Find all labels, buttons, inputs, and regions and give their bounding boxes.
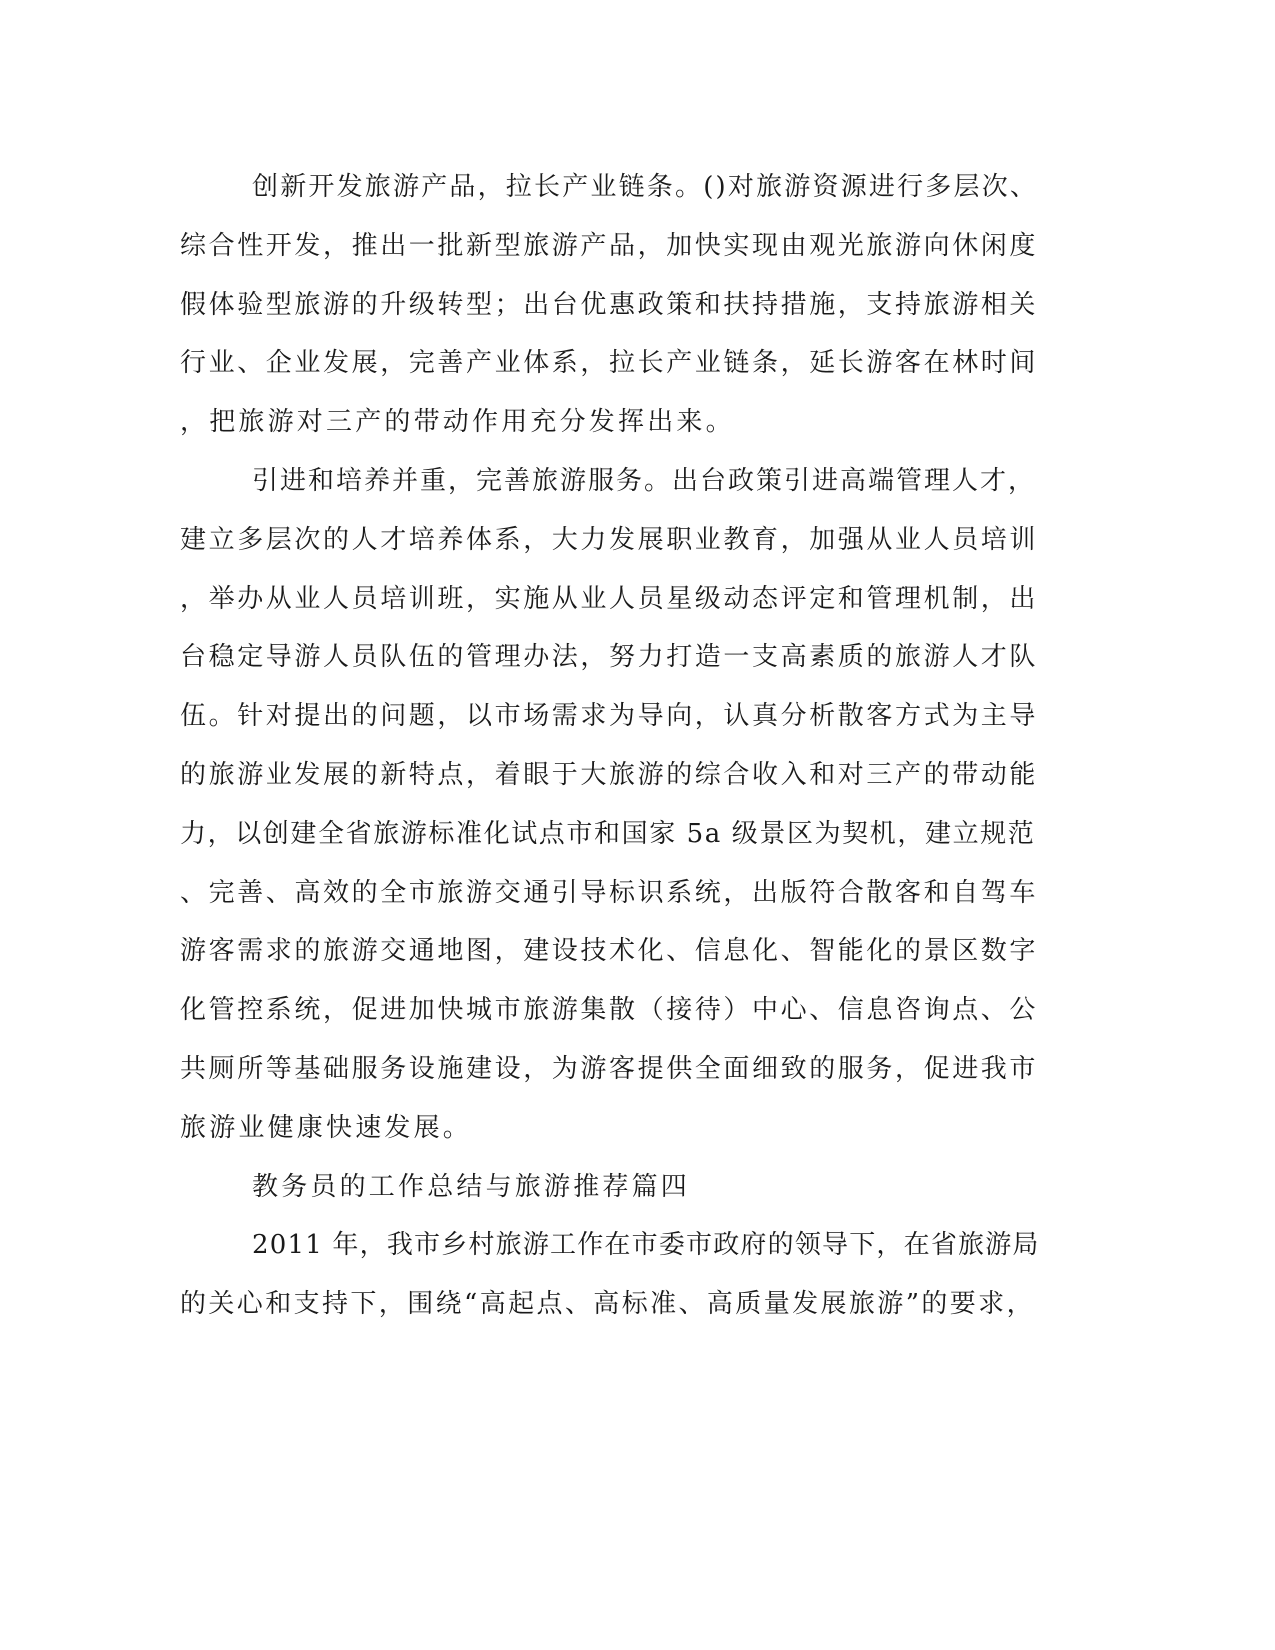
paragraph-line: 化管控系统，促进加快城市旅游集散（接待）中心、信息咨询点、公 <box>180 995 1039 1026</box>
paragraph-line: 旅游业健康快速发展。 <box>180 1112 473 1143</box>
paragraph-line: ，把旅游对三产的带动作用充分发挥出来。 <box>180 407 735 438</box>
paragraph-line: 引进和培养并重，完善旅游服务。出台政策引进高端管理人才， <box>252 465 1037 496</box>
paragraph-line: 的关心和支持下，围绕“高起点、高标准、高质量发展旅游”的要求， <box>180 1289 1035 1320</box>
paragraph-line: 建立多层次的人才培养体系，大力发展职业教育，加强从业人员培训 <box>180 524 1039 555</box>
paragraph-line: 综合性开发，推出一批新型旅游产品，加快实现由观光旅游向休闲度 <box>180 230 1039 261</box>
paragraph-line: 创新开发旅游产品，拉长产业链条。()对旅游资源进行多层次、 <box>252 172 1039 202</box>
paragraph-line: 游客需求的旅游交通地图，建设技术化、信息化、智能化的景区数字 <box>180 936 1039 967</box>
paragraph-line: ，举办从业人员培训班，实施从业人员星级动态评定和管理机制，出 <box>180 583 1039 614</box>
paragraph-line: 2011 年，我市乡村旅游工作在市委市政府的领导下，在省旅游局 <box>252 1230 1040 1261</box>
document-body <box>180 158 1040 1334</box>
paragraph-line: 伍。针对提出的问题，以市场需求为导向，认真分析散客方式为主导 <box>180 701 1039 732</box>
paragraph-line: 力，以创建全省旅游标准化试点市和国家 5a 级景区为契机，建立规范 <box>180 818 1036 849</box>
paragraph-line: 台稳定导游人员队伍的管理办法，努力打造一支高素质的旅游人才队 <box>180 642 1039 673</box>
paragraph-line: 的旅游业发展的新特点，着眼于大旅游的综合收入和对三产的带动能 <box>180 759 1039 790</box>
paragraph-line: 行业、企业发展，完善产业体系，拉长产业链条，延长游客在林时间 <box>180 348 1039 379</box>
paragraph-line: 假体验型旅游的升级转型；出台优惠政策和扶持措施，支持旅游相关 <box>180 289 1039 320</box>
section-heading: 教务员的工作总结与旅游推荐篇四 <box>252 1171 691 1202</box>
paragraph-line: 共厕所等基础服务设施建设，为游客提供全面细致的服务，促进我市 <box>180 1053 1039 1084</box>
paragraph-line: 、完善、高效的全市旅游交通引导标识系统，出版符合散客和自驾车 <box>180 877 1039 908</box>
